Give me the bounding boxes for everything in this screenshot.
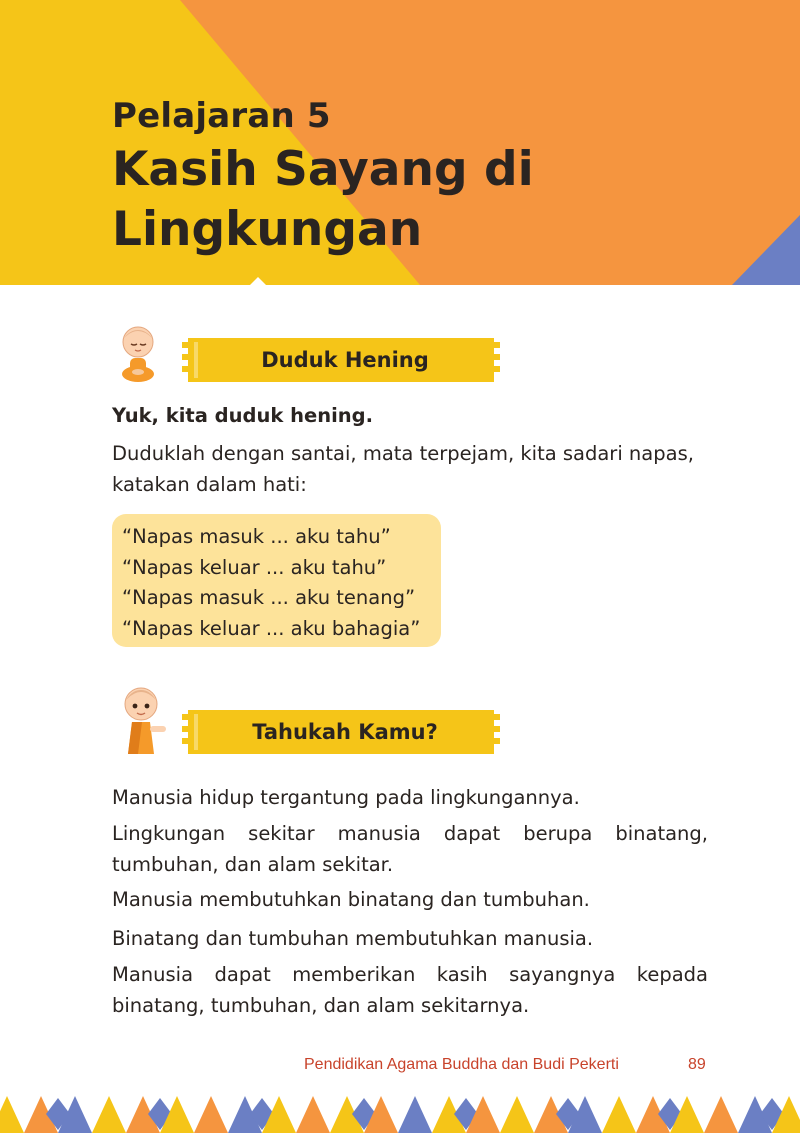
mantra-line: “Napas masuk ... aku tenang” [122,586,416,609]
paragraph: Manusia dapat memberikan kasih sayangnya kepada binatang, tumbuhan, dan alam sekitarnya. [112,963,708,1017]
footer-triangle [398,1096,432,1133]
intro-text: Yuk, kita duduk hening. [112,404,374,427]
lesson-title: Kasih Sayang di Lingkungan [112,142,534,257]
paragraph: Manusia membutuhkan binatang dan tumbuhan. [112,888,590,911]
footer-triangle [296,1096,330,1133]
book-title: Pendidikan Agama Buddha dan Budi Pekerti [304,1056,619,1073]
footer-triangle [704,1096,738,1133]
section-header-tahukah-kamu [110,682,510,754]
header-banner [0,0,800,285]
lesson-number: Pelajaran 5 [112,96,331,136]
mantra-line: “Napas keluar ... aku bahagia” [122,616,421,640]
footer-decorative-band [0,1088,800,1133]
mantra-line: “Napas masuk ... aku tahu” [122,525,391,548]
mantra-line: “Napas keluar ... aku tahu” [122,555,387,579]
paragraph: Lingkungan sekitar manusia dapat berupa binatang, tumbuhan, dan alam sekitar. [112,822,708,876]
mantra-box [112,514,441,647]
footer-triangle [500,1096,534,1133]
paragraph: Binatang dan tumbuhan membutuhkan manusia. [112,927,594,950]
footer-triangle [194,1096,228,1133]
paragraph: Manusia hidup tergantung pada lingkungannya. [112,786,580,809]
section-header-duduk-hening [110,322,510,394]
footer-triangle [92,1096,126,1133]
meditating-monk-icon [110,322,170,384]
section-title-duduk-hening: Duduk Hening [261,348,429,372]
page-number: 89 [688,1056,706,1073]
footer-triangle [602,1096,636,1133]
instruction-text: Duduklah dengan santai, mata terpejam, kita sadari napas, katakan dalam hati: [112,442,694,496]
pointing-monk-icon [110,682,174,758]
section-title-tahukah-kamu: Tahukah Kamu? [252,720,438,744]
footer-triangle [0,1096,24,1133]
